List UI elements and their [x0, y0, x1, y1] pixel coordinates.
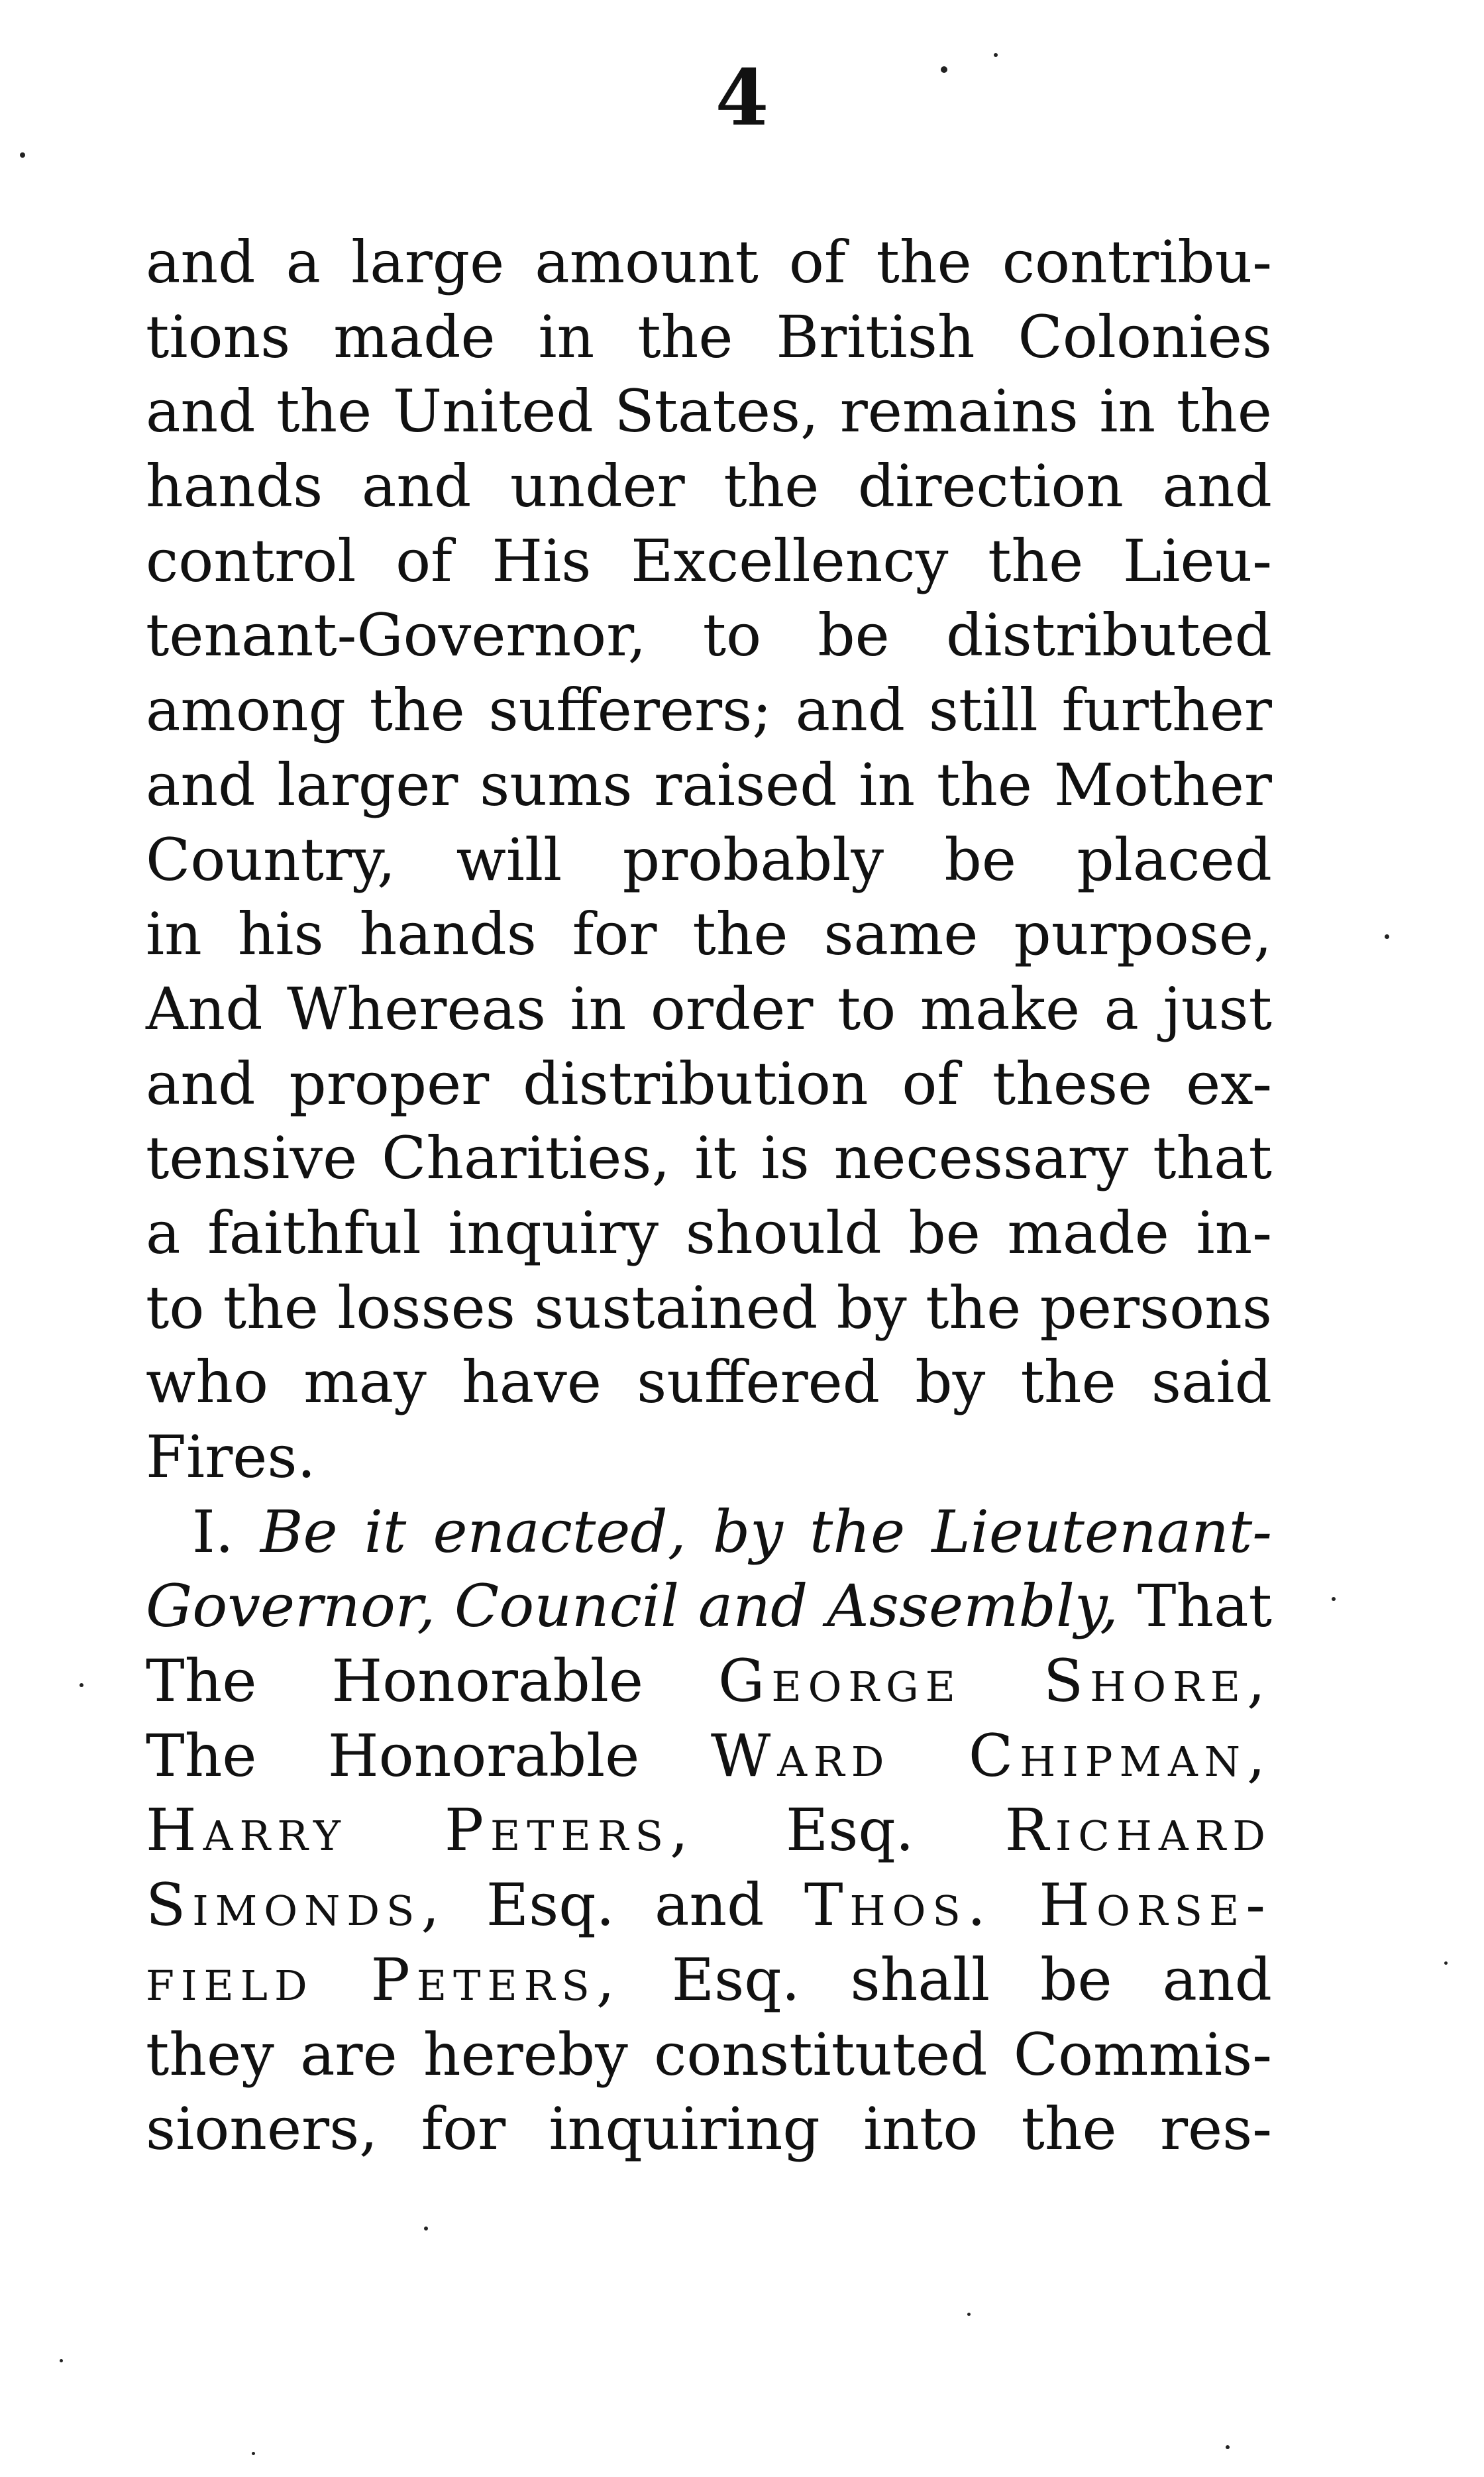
- text-fragment: Esq.: [785, 1796, 914, 1865]
- section-number: I.: [192, 1497, 234, 1566]
- body-text: [146, 225, 1272, 2167]
- text-fragment: The Honorable: [146, 1647, 643, 1716]
- speck: [252, 2452, 255, 2455]
- enactment-line: [146, 1644, 1272, 1719]
- enacting-clause: Be it enacted, by the Lieutenant-: [260, 1497, 1272, 1566]
- speck: [967, 2313, 971, 2316]
- enactment-line: [146, 1868, 1272, 1943]
- enactment-line: [146, 1719, 1272, 1794]
- text-fragment: The Honorable: [146, 1721, 640, 1790]
- enacting-clause-cont: Governor, Council and Assembly,: [146, 1572, 1119, 1641]
- text-line: a faithful inquiry should be made in-: [146, 1198, 1272, 1267]
- speck: [1226, 2445, 1230, 2449]
- enactment-line: [146, 1569, 1272, 1644]
- text-line: and a large amount of the contribu-: [146, 228, 1272, 296]
- text-line: in his hands for the same purpose,: [146, 900, 1272, 969]
- text-line: Country, will probably be placed: [146, 825, 1272, 894]
- text-line: tions made in the British Colonies: [146, 302, 1272, 371]
- speck: [424, 2227, 428, 2230]
- commissioner-name: Thos. Horse-: [804, 1871, 1272, 1940]
- commissioner-name: field Peters,: [146, 1945, 621, 2014]
- text-fragment: Esq. shall be and: [671, 1945, 1272, 2014]
- commissioner-name: Simonds,: [146, 1871, 447, 1940]
- speck: [60, 2359, 63, 2362]
- speck: [994, 53, 998, 57]
- page-number: 4: [715, 53, 769, 143]
- text-line: to the losses sustained by the persons: [146, 1273, 1272, 1342]
- text-line: hands and under the direction and: [146, 452, 1272, 521]
- text-line: among the sufferers; and still further: [146, 676, 1272, 745]
- text-line: and larger sums raised in the Mother: [146, 750, 1272, 819]
- text-line: tensive Charities, it is necessary that: [146, 1124, 1272, 1193]
- text-line: Fires.: [146, 1423, 316, 1491]
- text-line: And Whereas in order to make a just: [146, 974, 1272, 1043]
- text-fragment: That: [1137, 1572, 1272, 1641]
- speck: [80, 1683, 83, 1687]
- commissioner-name: Harry Peters,: [146, 1796, 696, 1865]
- enactment-line: [146, 1793, 1272, 1868]
- text-fragment: Esq. and: [486, 1871, 765, 1940]
- commissioner-name: Ward Chipman,: [710, 1721, 1272, 1790]
- text-line: tenant-Governor, to be distributed: [146, 601, 1272, 670]
- text-line: and the United States, remains in the: [146, 377, 1272, 446]
- enactment-line: sioners, for inquiring into the res-: [146, 2095, 1272, 2164]
- speck: [20, 152, 25, 158]
- text-line: control of His Excellency the Lieu-: [146, 526, 1272, 595]
- enactment-line: they are hereby constituted Commis-: [146, 2020, 1272, 2089]
- speck: [1385, 934, 1389, 939]
- speck: [1444, 1961, 1448, 1965]
- commissioner-name: George Shore,: [718, 1647, 1273, 1716]
- text-line: who may have suffered by the said: [146, 1348, 1272, 1417]
- text-line: and proper distribution of these ex-: [146, 1049, 1272, 1118]
- enactment-line: [146, 1943, 1272, 2018]
- speck: [941, 66, 947, 73]
- commissioner-name: Richard: [1004, 1796, 1272, 1865]
- enactment-line: [146, 1495, 1272, 1570]
- speck: [1332, 1597, 1336, 1601]
